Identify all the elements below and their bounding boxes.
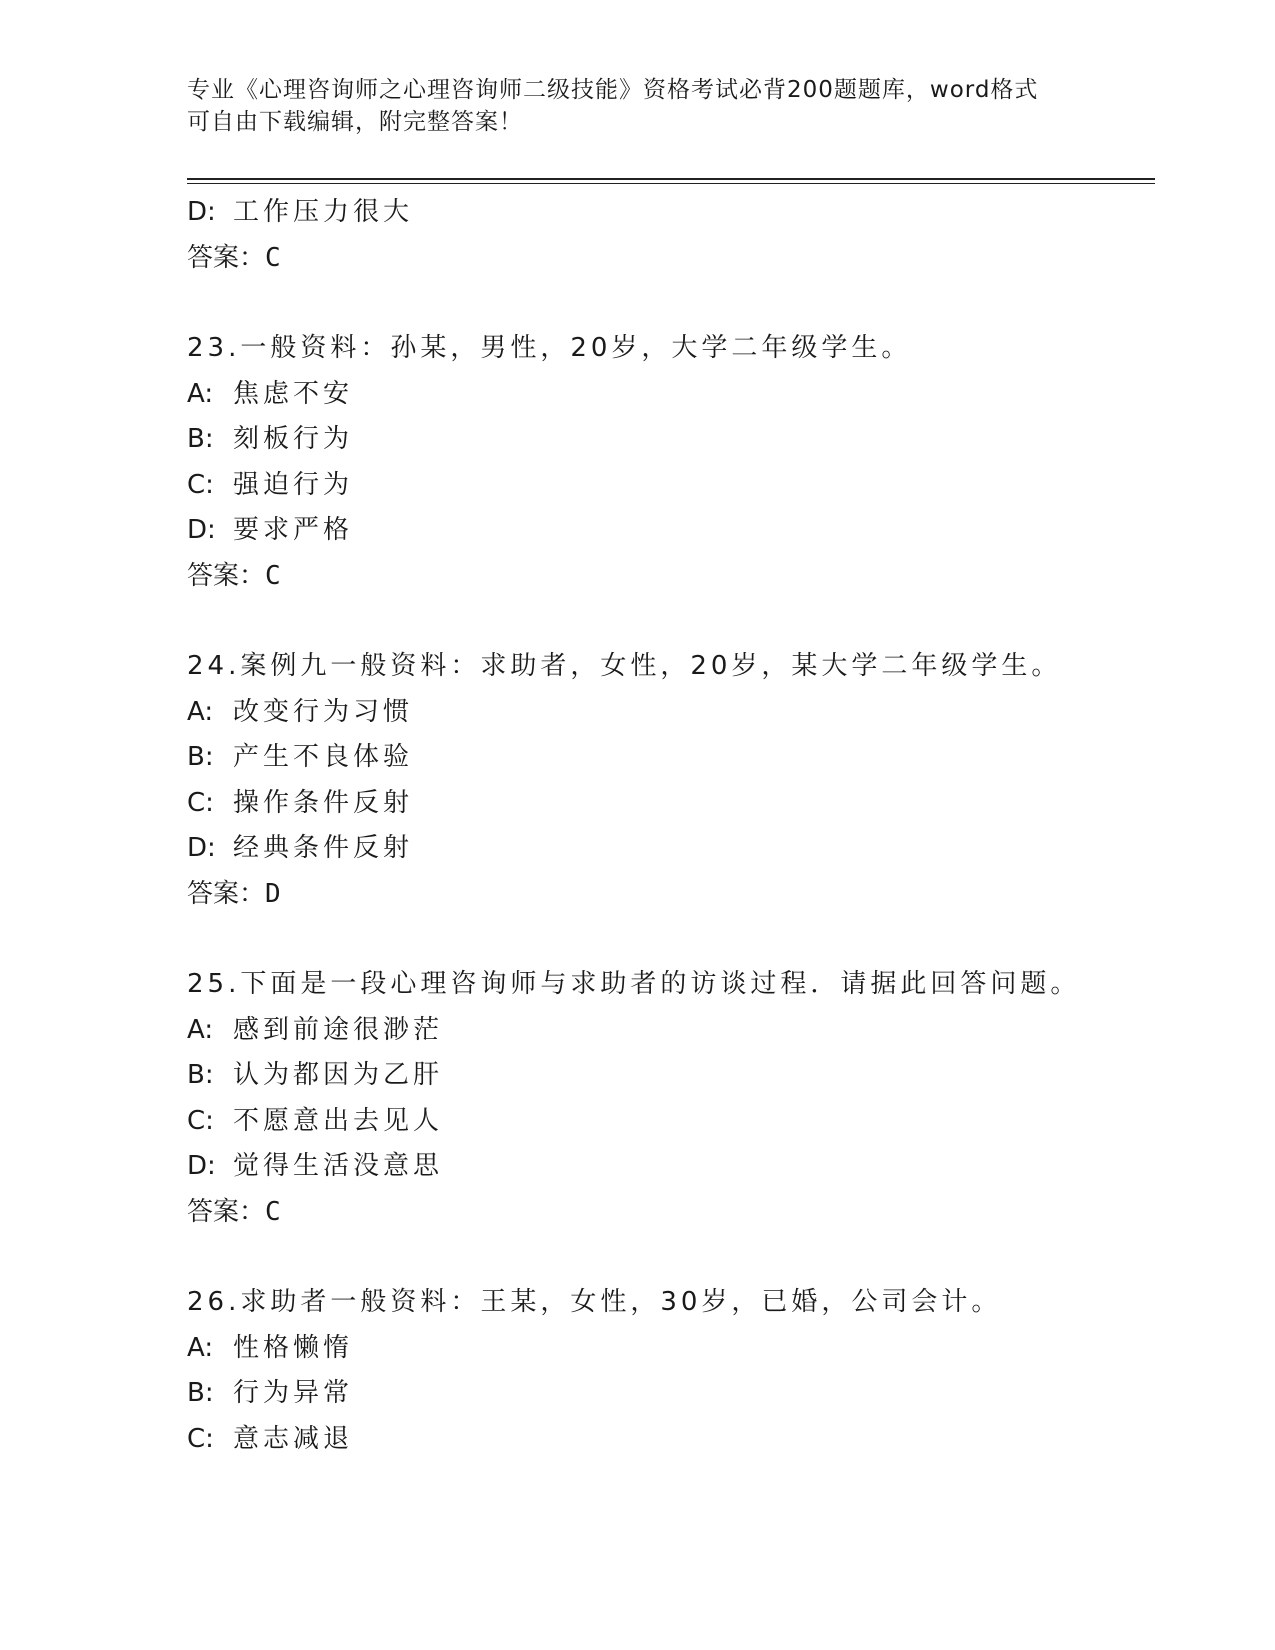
- question-26: [187, 1280, 1147, 1462]
- header-title-line-1: 专业《心理咨询师之心理咨询师二级技能》资格考试必背200题题库，word格式: [187, 77, 1039, 103]
- header-divider-thick: [187, 178, 1155, 180]
- option-label: B:: [187, 1060, 214, 1090]
- question-25: [187, 962, 1147, 1235]
- option-b: [187, 1371, 1147, 1417]
- answer-line: [187, 1190, 1147, 1236]
- option-label: C:: [187, 1105, 214, 1136]
- option-text: 产生不良体验: [233, 742, 414, 772]
- answer-value: C: [265, 560, 281, 591]
- answer-line: [187, 872, 1147, 918]
- option-c: [187, 781, 1147, 827]
- option-text: 经典条件反射: [233, 833, 414, 863]
- option-b: [187, 1053, 1147, 1099]
- question-stem: 25.下面是一段心理咨询师与求助者的访谈过程．请据此回答问题。: [187, 969, 1081, 999]
- option-label: B:: [187, 424, 214, 454]
- option-a: [187, 1326, 1147, 1372]
- header-title-line-2: 可自由下载编辑，附完整答案！: [187, 109, 523, 135]
- option-text: 刻板行为: [233, 424, 354, 454]
- option-label: B:: [187, 742, 214, 772]
- question-stem: 26.求助者一般资料：王某，女性，30岁，已婚，公司会计。: [187, 1287, 1002, 1317]
- document-header: [187, 74, 1087, 138]
- option-text: 工作压力很大: [233, 197, 414, 227]
- header-divider-thin: [187, 183, 1155, 184]
- option-text: 认为都因为乙肝: [233, 1060, 444, 1090]
- option-c: [187, 1417, 1147, 1463]
- option-d: [187, 190, 1147, 236]
- option-a: [187, 372, 1147, 418]
- answer-line: [187, 236, 1147, 282]
- question-24: [187, 644, 1147, 917]
- option-text: 不愿意出去见人: [233, 1105, 444, 1136]
- answer-label: 答案：: [187, 878, 266, 909]
- option-text: 行为异常: [233, 1378, 354, 1408]
- option-a: [187, 690, 1147, 736]
- option-label: D:: [187, 515, 216, 545]
- option-a: [187, 1008, 1147, 1054]
- option-label: A:: [187, 378, 214, 409]
- option-d: [187, 1144, 1147, 1190]
- answer-label: 答案：: [187, 560, 266, 591]
- option-text: 改变行为习惯: [233, 696, 414, 727]
- option-c: [187, 1099, 1147, 1145]
- option-label: C:: [187, 1423, 214, 1454]
- answer-value: C: [265, 1196, 281, 1227]
- option-text: 操作条件反射: [233, 787, 414, 818]
- option-label: A:: [187, 696, 214, 727]
- question-stem: 23.一般资料：孙某，男性，20岁，大学二年级学生。: [187, 333, 912, 363]
- answer-label: 答案：: [187, 1196, 266, 1227]
- answer-label: 答案：: [187, 242, 266, 273]
- option-text: 要求严格: [233, 515, 354, 545]
- answer-line: [187, 554, 1147, 600]
- option-d: [187, 508, 1147, 554]
- option-text: 焦虑不安: [233, 378, 354, 409]
- option-label: A:: [187, 1014, 214, 1045]
- option-label: B:: [187, 1378, 214, 1408]
- option-label: C:: [187, 469, 214, 500]
- option-text: 强迫行为: [233, 469, 354, 500]
- document-body: [187, 190, 1147, 1462]
- question-carryover: [187, 190, 1147, 281]
- option-label: D:: [187, 833, 216, 863]
- option-text: 意志减退: [233, 1423, 354, 1454]
- option-label: D:: [187, 1151, 216, 1181]
- option-text: 性格懒惰: [233, 1332, 354, 1363]
- answer-value: D: [265, 878, 281, 909]
- option-label: A:: [187, 1332, 214, 1363]
- option-d: [187, 826, 1147, 872]
- option-b: [187, 735, 1147, 781]
- option-c: [187, 463, 1147, 509]
- question-23: [187, 326, 1147, 599]
- answer-value: C: [265, 242, 281, 273]
- option-b: [187, 417, 1147, 463]
- option-label: D:: [187, 197, 216, 227]
- option-label: C:: [187, 787, 214, 818]
- question-stem: 24.案例九一般资料：求助者，女性，20岁，某大学二年级学生。: [187, 651, 1062, 681]
- option-text: 觉得生活没意思: [233, 1151, 444, 1181]
- option-text: 感到前途很渺茫: [233, 1014, 444, 1045]
